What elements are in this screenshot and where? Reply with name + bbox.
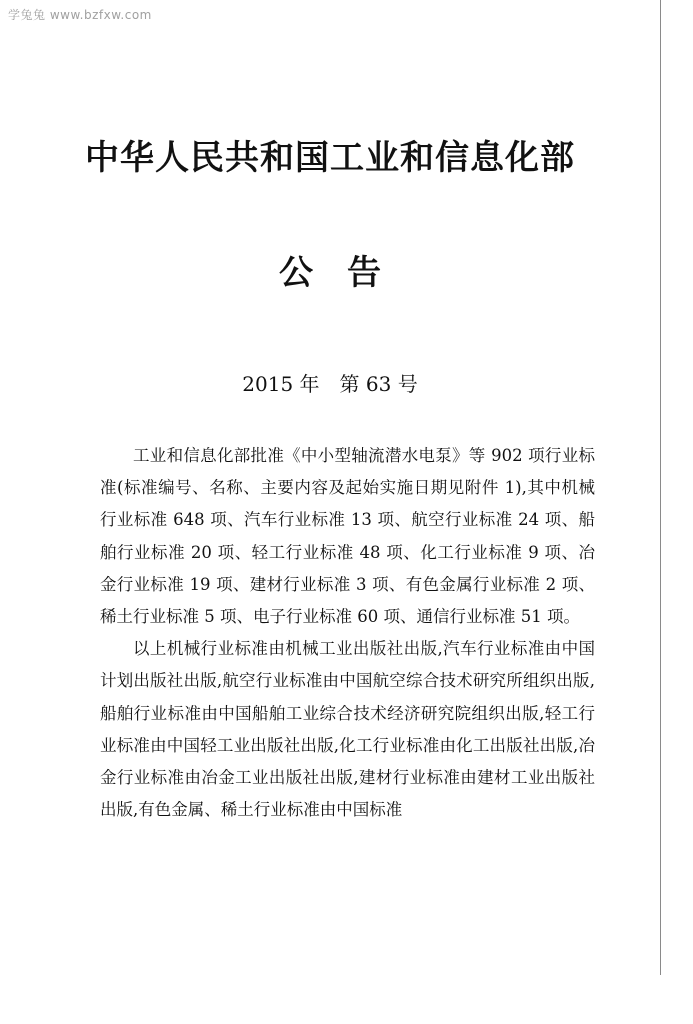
document-type-heading: 公 告 [279,253,381,293]
ministry-title: 中华人民共和国工业和信息化部 [85,138,575,178]
paragraph: 以上机械行业标准由机械工业出版社出版,汽车行业标准由中国计划出版社出版,航空行业标准由中国航空综合技术研究所组织出版,船舶行业标准由中国船舶工业综合技术经济研究院组织出版,轻工行业标准由中国轻工业出版社出版,化工行业标准由化工出版社出版,冶金行业标准由冶金工业出版社出版,建材行业标准由建材工业出版社出版,有色金属、稀土行业标准由中国标准 [100,639,595,820]
announcement-body [100,440,595,826]
document-number: 2015 年 第 63 号 [242,372,418,396]
page-edge-divider [660,0,661,975]
watermark-text: 学兔兔 www.bzfxw.com [8,8,152,22]
paragraph: 工业和信息化部批准《中小型轴流潜水电泵》等 902 项行业标准(标准编号、名称、主要内容及起始实施日期见附件 1),其中机械行业标准 648 项、汽车行业标准 13 项、航空行业标准 24 项、船舶行业标准 20 项、轻工行业标准 48 项、化工行业标准 9 项、冶金行业标准 19 项、建材行业标准 3 项、有色金属行业标准 2 项、稀土行业标准 5 项、电子行业标准 60 项、通信行业标准 51 项。 [100,446,595,627]
